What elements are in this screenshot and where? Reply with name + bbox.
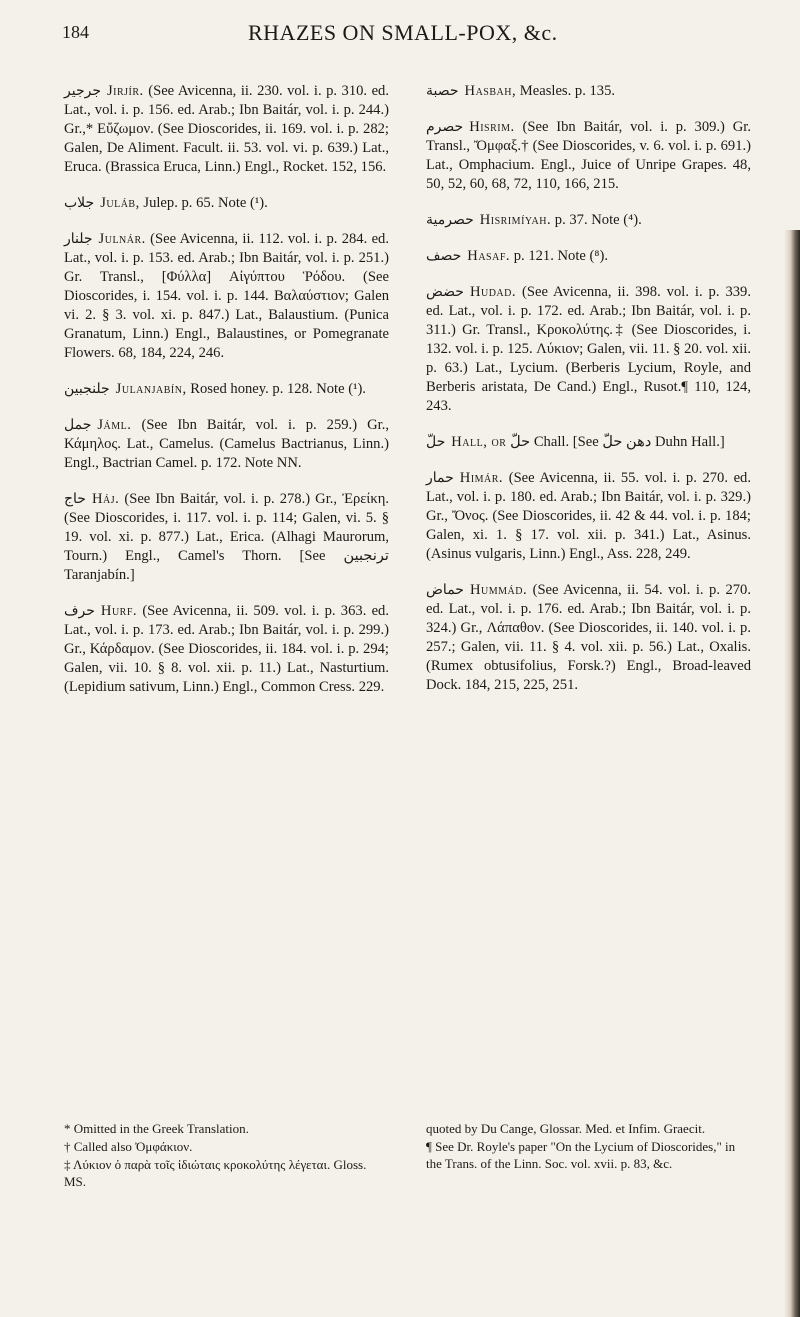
entry-text: Rosed honey. p. 128. Note (¹). — [190, 381, 366, 397]
glossary-entry — [426, 433, 751, 452]
arabic-term: حصف — [426, 248, 462, 264]
footnotes-right — [426, 1120, 751, 1173]
arabic-term: حاج — [64, 491, 86, 507]
footnote: ¶ See Dr. Royle's paper "On the Lycium of Dioscorides," in the Trans. of the Linn. Soc. vol. xvii. p. 83, &c. — [426, 1139, 736, 1171]
arabic-term: حصرم — [426, 119, 464, 135]
entry-headword: Hisrim. — [469, 119, 515, 135]
arabic-term: حضض — [426, 284, 464, 300]
entry-text: (See Avicenna, ii. 112. vol. i. p. 284. ed. Lat., vol. i. p. 153. ed. Arab.; Ibn Baitár, vol. i. p. 251.) Gr. Transl., [Φύλλα] Αἰγύπτου Ῥόδου. (See Dioscorides, i. 154. vol. i. p. 144. Βαλαύστιον; Galen vi. 2. § 3. vol. xi. p. 847.) Lat., Balaustium. (Punica Granatum, Linn.) Engl., Balaustines, or Pomegranate Flowers. 68, 184, 224, 246. — [64, 231, 389, 361]
glossary-entry — [64, 490, 389, 585]
entry-headword: Himár. — [459, 470, 504, 486]
glossary-entry — [426, 581, 751, 695]
arabic-term: جلنار — [64, 231, 93, 247]
running-title: RHAZES ON SMALL-POX, &c. — [248, 20, 558, 45]
entry-text: Measles. p. 135. — [519, 83, 616, 99]
arabic-term: حصبة — [426, 83, 459, 99]
glossary-entry — [64, 602, 389, 697]
arabic-term: جرجير — [64, 83, 101, 99]
entry-text: حلّ Chall. [See دهن حلّ Duhn Hall.] — [510, 434, 725, 450]
entry-text: (See Ibn Baitár, vol. i. p. 259.) Gr., Κάμηλος. Lat., Camelus. (Camelus Bactrianus, Linn.) Engl., Bactrian Camel. p. 172. Note NN. — [64, 417, 389, 471]
entry-text: p. 121. Note (⁸). — [513, 248, 608, 264]
arabic-term: حمار — [426, 470, 454, 486]
right-column — [426, 82, 751, 712]
left-column — [64, 82, 389, 714]
glossary-entry — [64, 230, 389, 363]
glossary-entry — [426, 469, 751, 564]
entry-text: (See Ibn Baitár, vol. i. p. 309.) Gr. Transl., Ὄμφαξ.† (See Dioscorides, v. 6. vol. i. p. 691.) Lat., Omphacium. Engl., Juice of Unripe Grapes. 48, 50, 52, 60, 68, 72, 110, 166, 215. — [426, 119, 751, 192]
footnotes-left — [64, 1120, 389, 1191]
entry-headword: Hisrimíyah. — [479, 212, 552, 228]
entry-text: (See Avicenna, ii. 55. vol. i. p. 270. ed. Lat., vol. i. p. 180. ed. Arab.; Ibn Baitár, vol. i. p. 329.) Gr., Ὄνος. (See Dioscorides, ii. 42 & 44. vol. i. p. 184; Galen, xi. 1. § 17. vol. xii. p. 341.) Lat., Asinus. (Asinus vulgaris, Linn.) Engl., Ass. 228, 249. — [426, 470, 752, 562]
entry-text: (See Avicenna, ii. 509. vol. i. p. 363. ed. Lat., vol. i. p. 173. ed. Arab.; Ibn Baitár, vol. i. p. 299.) Gr., Κάρδαμον. (See Dioscorides, ii. 184. vol. i. p. 294; Galen, vii. 10. § 8. vol. xii. p. 11.) Lat., Nasturtium. (Lepidium sativum, Linn.) Engl., Common Cress. 229. — [64, 603, 390, 695]
entry-headword: Hudad. — [469, 284, 517, 300]
footnote: ‡ Λύκιον ὁ παρὰ τοῖς ἰδιώταις κροκολύτης λέγεται. Gloss. MS. — [64, 1157, 367, 1189]
entry-headword: Julanjabín, — [115, 381, 187, 397]
page-header — [0, 14, 800, 44]
entry-headword: Julnár. — [98, 231, 146, 247]
glossary-entry — [426, 211, 751, 230]
glossary-entry — [64, 194, 389, 213]
page-number: 184 — [62, 22, 89, 42]
arabic-term: حصرمية — [426, 212, 474, 228]
entry-headword: Juláb, — [100, 195, 140, 211]
page-edge-shadow — [784, 230, 800, 1317]
glossary-entry — [426, 118, 751, 194]
entry-headword: Jáml. — [97, 417, 132, 433]
arabic-term: حلّ — [426, 434, 446, 450]
arabic-term: جمل — [64, 417, 92, 433]
footnote: quoted by Du Cange, Glossar. Med. et Infim. Graecit. — [426, 1121, 706, 1136]
arabic-term: جلنجبين — [64, 381, 110, 397]
entry-text: p. 37. Note (⁴). — [554, 212, 642, 228]
entry-headword: Hasbah, — [464, 83, 517, 99]
arabic-term: حماض — [426, 582, 464, 598]
entry-text: (See Avicenna, ii. 54. vol. i. p. 270. ed. Lat., vol. i. p. 176. ed. Arab.; Ibn Baitár, vol. i. p. 324.) Gr., Λάπαθον. (See Dioscorides, ii. 140. vol. i. p. 257.; Galen, vii. 11. § 4. vol. xii. p. 56.) Lat., Oxalis. (Rumex obtusifolius, Forsk.?) Engl., Broad-leaved Dock. 184, 215, 225, 251. — [426, 582, 751, 693]
glossary-entry — [426, 247, 751, 266]
glossary-entry — [64, 380, 389, 399]
footnote: * Omitted in the Greek Translation. — [64, 1121, 249, 1136]
glossary-entry — [426, 283, 751, 416]
entry-headword: Jirjír. — [106, 83, 144, 99]
entry-headword: Hall, or — [451, 434, 507, 450]
glossary-entry — [64, 416, 389, 473]
entry-headword: Hasaf. — [467, 248, 511, 264]
arabic-term: حرف — [64, 603, 95, 619]
glossary-entry — [426, 82, 751, 101]
entry-headword: Hurf. — [100, 603, 138, 619]
entry-headword: Hummád. — [469, 582, 528, 598]
entry-headword: Háj. — [91, 491, 120, 507]
entry-text: (See Avicenna, ii. 230. vol. i. p. 310. ed. Lat., vol. i. p. 156. ed. Arab.; Ibn Baitár, vol. i. p. 244.) Gr.,* Εὔζωμον. (See Dioscorides, ii. 169. vol. i. p. 282; Galen, De Aliment. Facult. ii. 53. vol. vi. p. 639.) Lat., Eruca. (Brassica Eruca, Linn.) Engl., Rocket. 152, 156. — [64, 83, 389, 175]
glossary-entry — [64, 82, 389, 177]
entry-text: (See Ibn Baitár, vol. i. p. 278.) Gr., Ἐρείκη. (See Dioscorides, i. 117. vol. i. p. 114; Galen, vi. 5. § 19. vol. xi. p. 877.) Lat., Erica. (Alhagi Maurorum, Tourn.) Engl., Camel's Thorn. [See ترنجبين Taranjabín.] — [64, 491, 389, 583]
entry-text: Julep. p. 65. Note (¹). — [143, 195, 268, 211]
entry-text: (See Avicenna, ii. 398. vol. i. p. 339. ed. Lat., vol. i. p. 172. ed. Arab.; Ibn Baitár, vol. i. p. 311.) Gr. Transl., Κροκολύτης.‡ (See Dioscorides, i. 132. vol. i. p. 125. Λύκιον; Galen, vii. 11. § 20. vol. xii. p. 63.) Lat., Lycium. (Berberis Lycium, Royle, and Berberis aristata, De Cand.) Engl., Rusot.¶ 110, 124, 243. — [426, 284, 751, 414]
arabic-term: جلاب — [64, 195, 95, 211]
footnote: † Called also Ὀμφάκιον. — [64, 1139, 193, 1154]
